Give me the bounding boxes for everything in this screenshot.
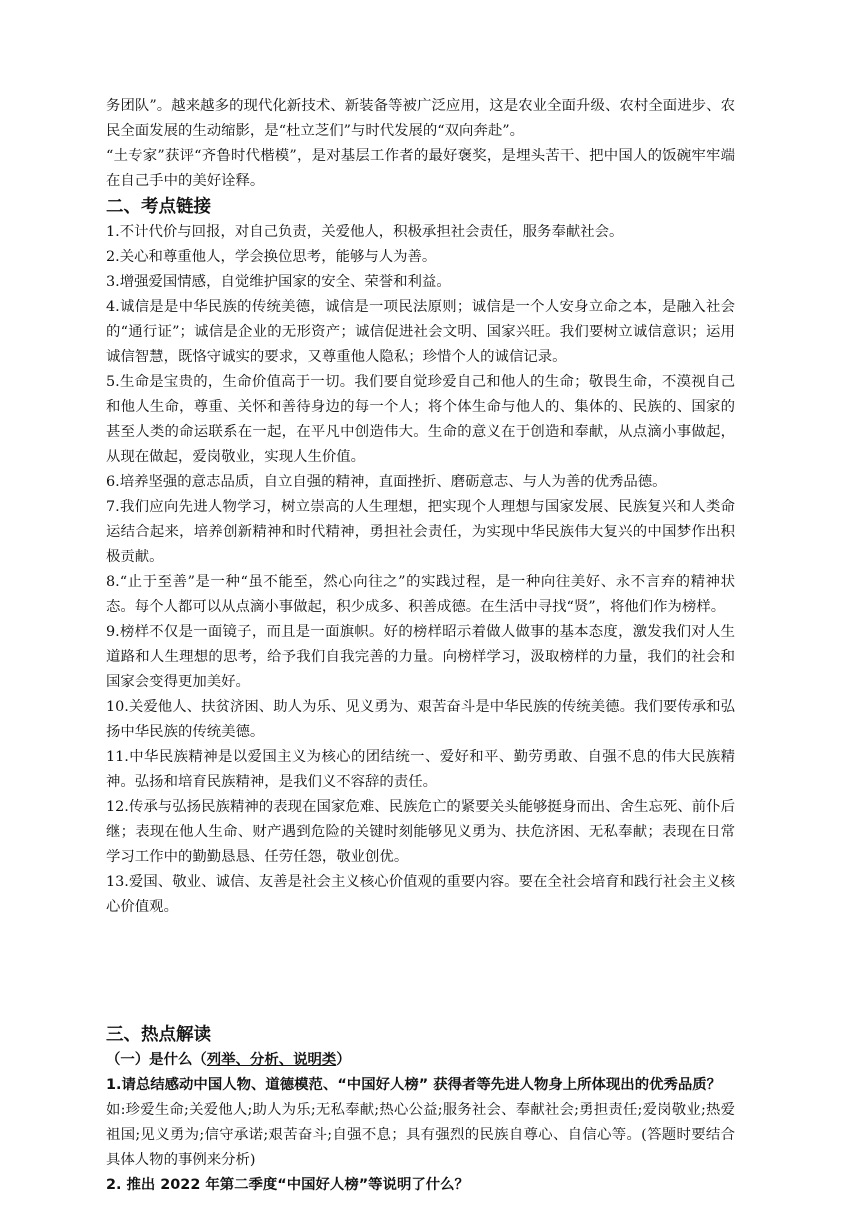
intro-paragraph-1: 务团队”。越来越多的现代化新技术、新装备等被广泛应用，这是农业全面升级、农村全面进步、农民全面发展的生动缩影，是“杜立芝们”与时代发展的“双向奔赴”。 — [106, 98, 735, 139]
question-2: 2. 推出 2022 年第二季度“中国好人榜”等说明了什么？ — [106, 1177, 469, 1193]
list-item: 4.诚信是是中华民族的传统美德，诚信是一项民法原则；诚信是一个人安身立命之本，是融入社会的“通行证”；诚信是企业的无形资产；诚信促进社会文明、国家兴旺。我们要树立诚信意识；运用诚信智慧，既恪守诚实的要求，又尊重他人隐私；珍惜个人的诚信记录。 — [106, 299, 735, 365]
list-item: 2.关心和尊重他人，学会换位思考，能够与人为善。 — [106, 249, 437, 265]
list-item: 6.培养坚强的意志品质，自立自强的精神，直面挫折、磨砺意志、与人为善的优秀品德。 — [106, 474, 667, 490]
section-3-title: 三、热点解读 — [106, 1025, 211, 1045]
subsection-1-prefix: （一）是什么（ — [106, 1052, 207, 1068]
subsection-1-suffix: ） — [336, 1052, 351, 1068]
section-2-list — [106, 220, 735, 920]
question-1: 1.请总结感动中国人物、道德模范、“中国好人榜” 获得者等先进人物身上所体现出的优秀品质？ — [106, 1077, 722, 1093]
list-item: 1.不计代价与回报，对自己负责，关爱他人，积极承担社会责任，服务奉献社会。 — [106, 224, 624, 240]
list-item: 13.爱国、敬业、诚信、友善是社会主义核心价值观的重要内容。要在全社会培育和践行社会主义核心价值观。 — [106, 874, 735, 915]
list-item: 9.榜样不仅是一面镜子，而且是一面旗帜。好的榜样昭示着做人做事的基本态度，激发我们对人生道路和人生理想的思考，给予我们自我完善的力量。向榜样学习，汲取榜样的力量，我们的社会和国家会变得更加美好。 — [106, 624, 735, 690]
list-item: 5.生命是宝贵的，生命价值高于一切。我们要自觉珍爱自己和他人的生命；敬畏生命，不漠视自己和他人生命，尊重、关怀和善待身边的每一个人；将个体生命与他人的、集体的、民族的、国家的甚至人类的命运联系在一起，在平凡中创造伟大。生命的意义在于创造和奉献，从点滴小事做起，从现在做起，爱岗敬业，实现人生价值。 — [106, 374, 735, 465]
intro-paragraph-2: “土专家”获评“齐鲁时代楷模”，是对基层工作者的最好褒奖，是埋头苦干、把中国人的饭碗牢牢端在自己手中的美好诠释。 — [106, 148, 735, 189]
list-item: 10.关爱他人、扶贫济困、助人为乐、见义勇为、艰苦奋斗是中华民族的传统美德。我们要传承和弘扬中华民族的传统美德。 — [106, 699, 735, 740]
list-item: 11.中华民族精神是以爱国主义为核心的团结统一、爱好和平、勤劳勇敢、自强不息的伟大民族精神。弘扬和培育民族精神，是我们义不容辞的责任。 — [106, 749, 735, 790]
subsection-1-underlined: 列举、分析、说明类 — [206, 1052, 337, 1068]
answer-1: 如:珍爱生命;关爱他人;助人为乐;无私奉献;热心公益;服务社会、奉献社会;勇担责任;爱岗敬业;热爱祖国;见义勇为;信守承诺;艰苦奋斗;自强不息；具有强烈的民族自尊心、自信心等。(答题时要结合具体人物的事例来分析) — [106, 1102, 735, 1168]
subsection-1-heading — [106, 1048, 735, 1073]
list-item: 3.增强爱国情感，自觉维护国家的安全、荣誉和利益。 — [106, 274, 451, 290]
list-item: 8.“止于至善”是一种“虽不能至，然心向往之”的实践过程，是一种向往美好、永不言弃的精神状态。每个人都可以从点滴小事做起，积少成多、积善成德。在生活中寻找“贤”，将他们作为榜样。 — [106, 574, 735, 615]
list-item: 7.我们应向先进人物学习，树立崇高的人生理想，把实现个人理想与国家发展、民族复兴和人类命运结合起来，培养创新精神和时代精神，勇担社会责任，为实现中华民族伟大复兴的中国梦作出积极贡献。 — [106, 499, 735, 565]
section-2-title: 二、考点链接 — [106, 197, 211, 217]
list-item: 12.传承与弘扬民族精神的表现在国家危难、民族危亡的紧要关头能够挺身而出、舍生忘死、前仆后继；表现在他人生命、财产遇到危险的关键时刻能够见义勇为、扶危济困、无私奉献；表现在日常学习工作中的勤勤恳恳、任劳任怨，敬业创优。 — [106, 799, 735, 865]
